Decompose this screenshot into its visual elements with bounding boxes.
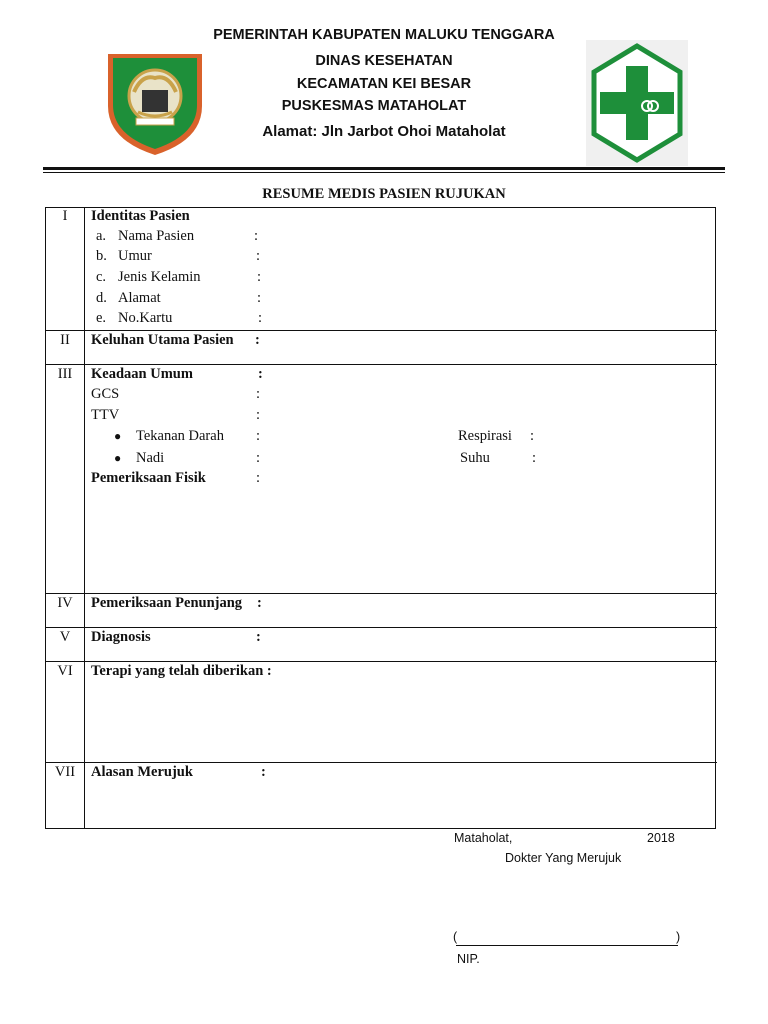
field-colon: : (256, 248, 261, 264)
field-label-pemeriksaan-fisik: Pemeriksaan Fisik (91, 470, 206, 486)
field-label-suhu: Suhu (460, 450, 490, 466)
row-divider (45, 364, 717, 365)
section-heading-keluhan: Keluhan Utama Pasien (91, 332, 234, 348)
field-label-jenis-kelamin: Jenis Kelamin (118, 269, 201, 285)
field-label-no-kartu: No.Kartu (118, 310, 173, 326)
bullet-icon: ● (114, 451, 122, 465)
field-label-nama: Nama Pasien (118, 228, 195, 244)
signature-close-paren: ) (676, 930, 681, 944)
field-colon: : (256, 386, 261, 402)
section-heading-keadaan-umum: Keadaan Umum (91, 366, 193, 382)
puskesmas-cross-logo-icon (586, 40, 688, 166)
field-label-ttv: TTV (91, 407, 120, 423)
item-letter: a. (96, 228, 107, 244)
header-government: PEMERINTAH KABUPATEN MALUKU TENGGARA (213, 27, 555, 43)
field-label-gcs: GCS (91, 386, 120, 402)
field-label-nadi: Nadi (136, 450, 165, 466)
signature-nip: NIP. (457, 952, 480, 966)
item-letter: e. (96, 310, 107, 326)
field-colon: : (258, 310, 263, 326)
field-colon: : (256, 629, 261, 645)
header-department: DINAS KESEHATAN (315, 53, 453, 69)
field-colon: : (257, 595, 262, 611)
field-colon: : (261, 764, 266, 780)
field-colon: : (256, 428, 261, 444)
signature-open-paren: ( (453, 930, 458, 944)
bullet-icon: ● (114, 429, 122, 443)
field-colon: : (256, 450, 261, 466)
section-heading-identitas: Identitas Pasien (91, 208, 190, 224)
section-number: I (62, 208, 68, 224)
section-number: VII (54, 764, 76, 780)
row-divider (45, 593, 717, 594)
section-heading-terapi: Terapi yang telah diberikan : (91, 663, 272, 679)
field-colon: : (254, 228, 259, 244)
section-number: III (57, 366, 73, 382)
field-colon: : (258, 366, 263, 382)
header-puskesmas: PUSKESMAS MATAHOLAT (281, 98, 467, 114)
section-number: VI (57, 663, 73, 679)
section-heading-penunjang: Pemeriksaan Penunjang (91, 595, 243, 611)
item-letter: c. (96, 269, 107, 285)
section-number: V (59, 629, 71, 645)
header-divider-thin (43, 172, 725, 173)
row-divider (45, 661, 717, 662)
number-column-divider (84, 207, 85, 829)
header-address: Alamat: Jln Jarbot Ohoi Mataholat (262, 123, 506, 140)
field-colon: : (257, 290, 262, 306)
row-divider (45, 627, 717, 628)
section-number: IV (57, 595, 73, 611)
signature-role: Dokter Yang Merujuk (505, 851, 622, 865)
document-title: RESUME MEDIS PASIEN RUJUKAN (262, 186, 506, 202)
field-colon: : (256, 470, 261, 486)
field-label-tekanan-darah: Tekanan Darah (136, 428, 224, 444)
field-colon: : (257, 269, 262, 285)
row-divider (45, 762, 717, 763)
field-colon: : (255, 332, 260, 348)
field-label-alamat: Alamat (118, 290, 161, 306)
item-letter: b. (96, 248, 107, 264)
regency-coat-of-arms-icon (104, 48, 206, 158)
field-colon: : (256, 407, 261, 423)
field-label-respirasi: Respirasi (458, 428, 512, 444)
signature-year: 2018 (647, 831, 675, 845)
field-label-umur: Umur (118, 248, 152, 264)
header-divider-thick (43, 167, 725, 170)
field-colon: : (532, 450, 537, 466)
section-number: II (60, 332, 70, 348)
section-heading-diagnosis: Diagnosis (91, 629, 151, 645)
row-divider (45, 330, 717, 331)
field-colon: : (530, 428, 535, 444)
signature-name-line (456, 945, 678, 946)
header-district: KECAMATAN KEI BESAR (296, 76, 472, 92)
item-letter: d. (96, 290, 107, 306)
signature-place: Mataholat, (454, 831, 513, 845)
section-heading-alasan-merujuk: Alasan Merujuk (91, 764, 193, 780)
